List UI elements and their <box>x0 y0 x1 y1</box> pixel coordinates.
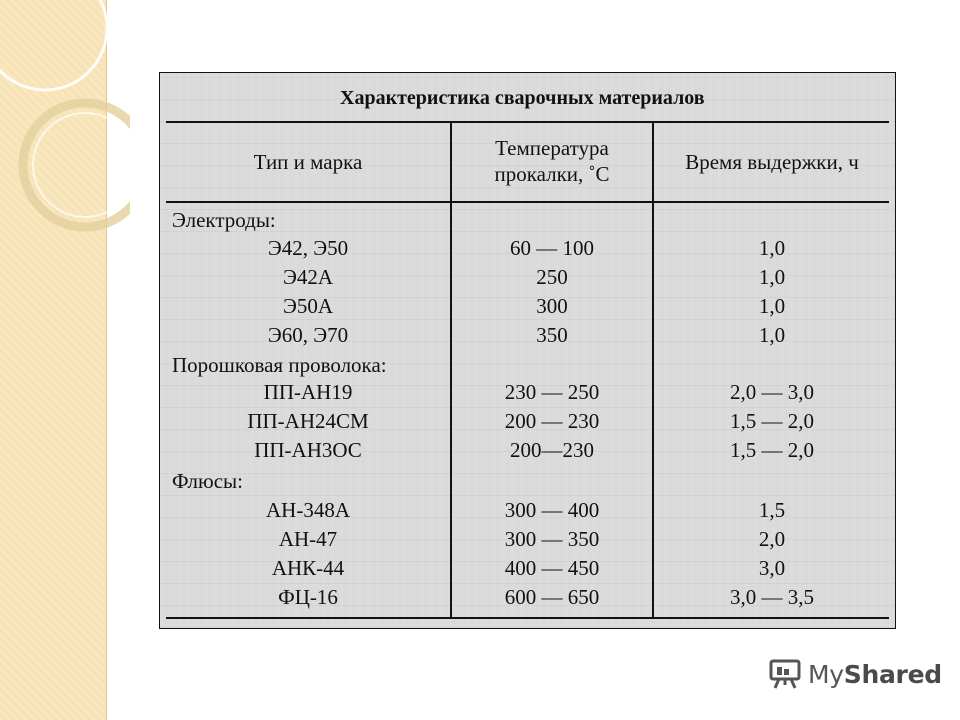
row-temp: 200 — 230 <box>504 409 600 433</box>
row-type: АН-348А <box>266 498 350 522</box>
row-time: 1,0 <box>758 323 786 347</box>
row-temp: 300 — 350 <box>504 527 600 551</box>
row-temp: 600 — 650 <box>504 585 600 609</box>
row-temp: 200—230 <box>510 438 594 462</box>
row-temp: 60 — 100 <box>510 236 594 260</box>
row-time: 1,5 — 2,0 <box>730 438 814 462</box>
table-top-rule <box>166 121 889 123</box>
header-temperature: Температура прокалки, ˚С <box>494 136 610 186</box>
row-temp: 250 <box>536 265 568 289</box>
row-time: 2,0 <box>758 527 786 551</box>
myshared-logo[interactable] <box>768 656 942 692</box>
row-time: 1,5 — 2,0 <box>730 409 814 433</box>
row-type: Э42А <box>282 265 334 289</box>
row-temp: 300 <box>536 294 568 318</box>
row-type: Э42, Э50 <box>267 236 349 260</box>
row-temp: 300 — 400 <box>504 498 600 522</box>
logo-wordmark: MyShared <box>808 659 942 689</box>
row-time: 1,5 <box>758 498 786 522</box>
row-temp: 400 — 450 <box>504 556 600 580</box>
row-temp: 230 — 250 <box>504 380 600 404</box>
row-type: Э50А <box>282 294 334 318</box>
table-bottom-rule <box>166 617 889 619</box>
table-header-rule <box>166 201 889 203</box>
decorative-rings <box>0 0 130 260</box>
row-type: Э60, Э70 <box>267 323 349 347</box>
row-type: ПП-АН19 <box>263 380 353 404</box>
presentation-board-icon <box>768 657 802 691</box>
group-label-flux-cored-wire: Порошковая проволока: <box>172 353 387 377</box>
header-type: Тип и марка <box>253 150 363 174</box>
row-time: 1,0 <box>758 265 786 289</box>
row-time: 3,0 <box>758 556 786 580</box>
group-label-fluxes: Флюсы: <box>172 469 243 493</box>
row-type: ФЦ-16 <box>278 585 338 609</box>
row-time: 1,0 <box>758 294 786 318</box>
row-time: 3,0 — 3,5 <box>730 585 814 609</box>
table-title: Характеристика сварочных материалов <box>340 87 705 109</box>
header-time: Время выдержки, ч <box>685 150 859 174</box>
row-type: АН-47 <box>278 527 338 551</box>
group-label-electrodes: Электроды: <box>172 208 276 232</box>
row-type: ПП-АН24СМ <box>247 409 369 433</box>
row-type: АНК-44 <box>271 556 345 580</box>
row-time: 1,0 <box>758 236 786 260</box>
row-temp: 350 <box>536 323 568 347</box>
welding-materials-table-image <box>159 72 896 629</box>
row-time: 2,0 — 3,0 <box>730 380 814 404</box>
row-type: ПП-АН3ОС <box>254 438 362 462</box>
